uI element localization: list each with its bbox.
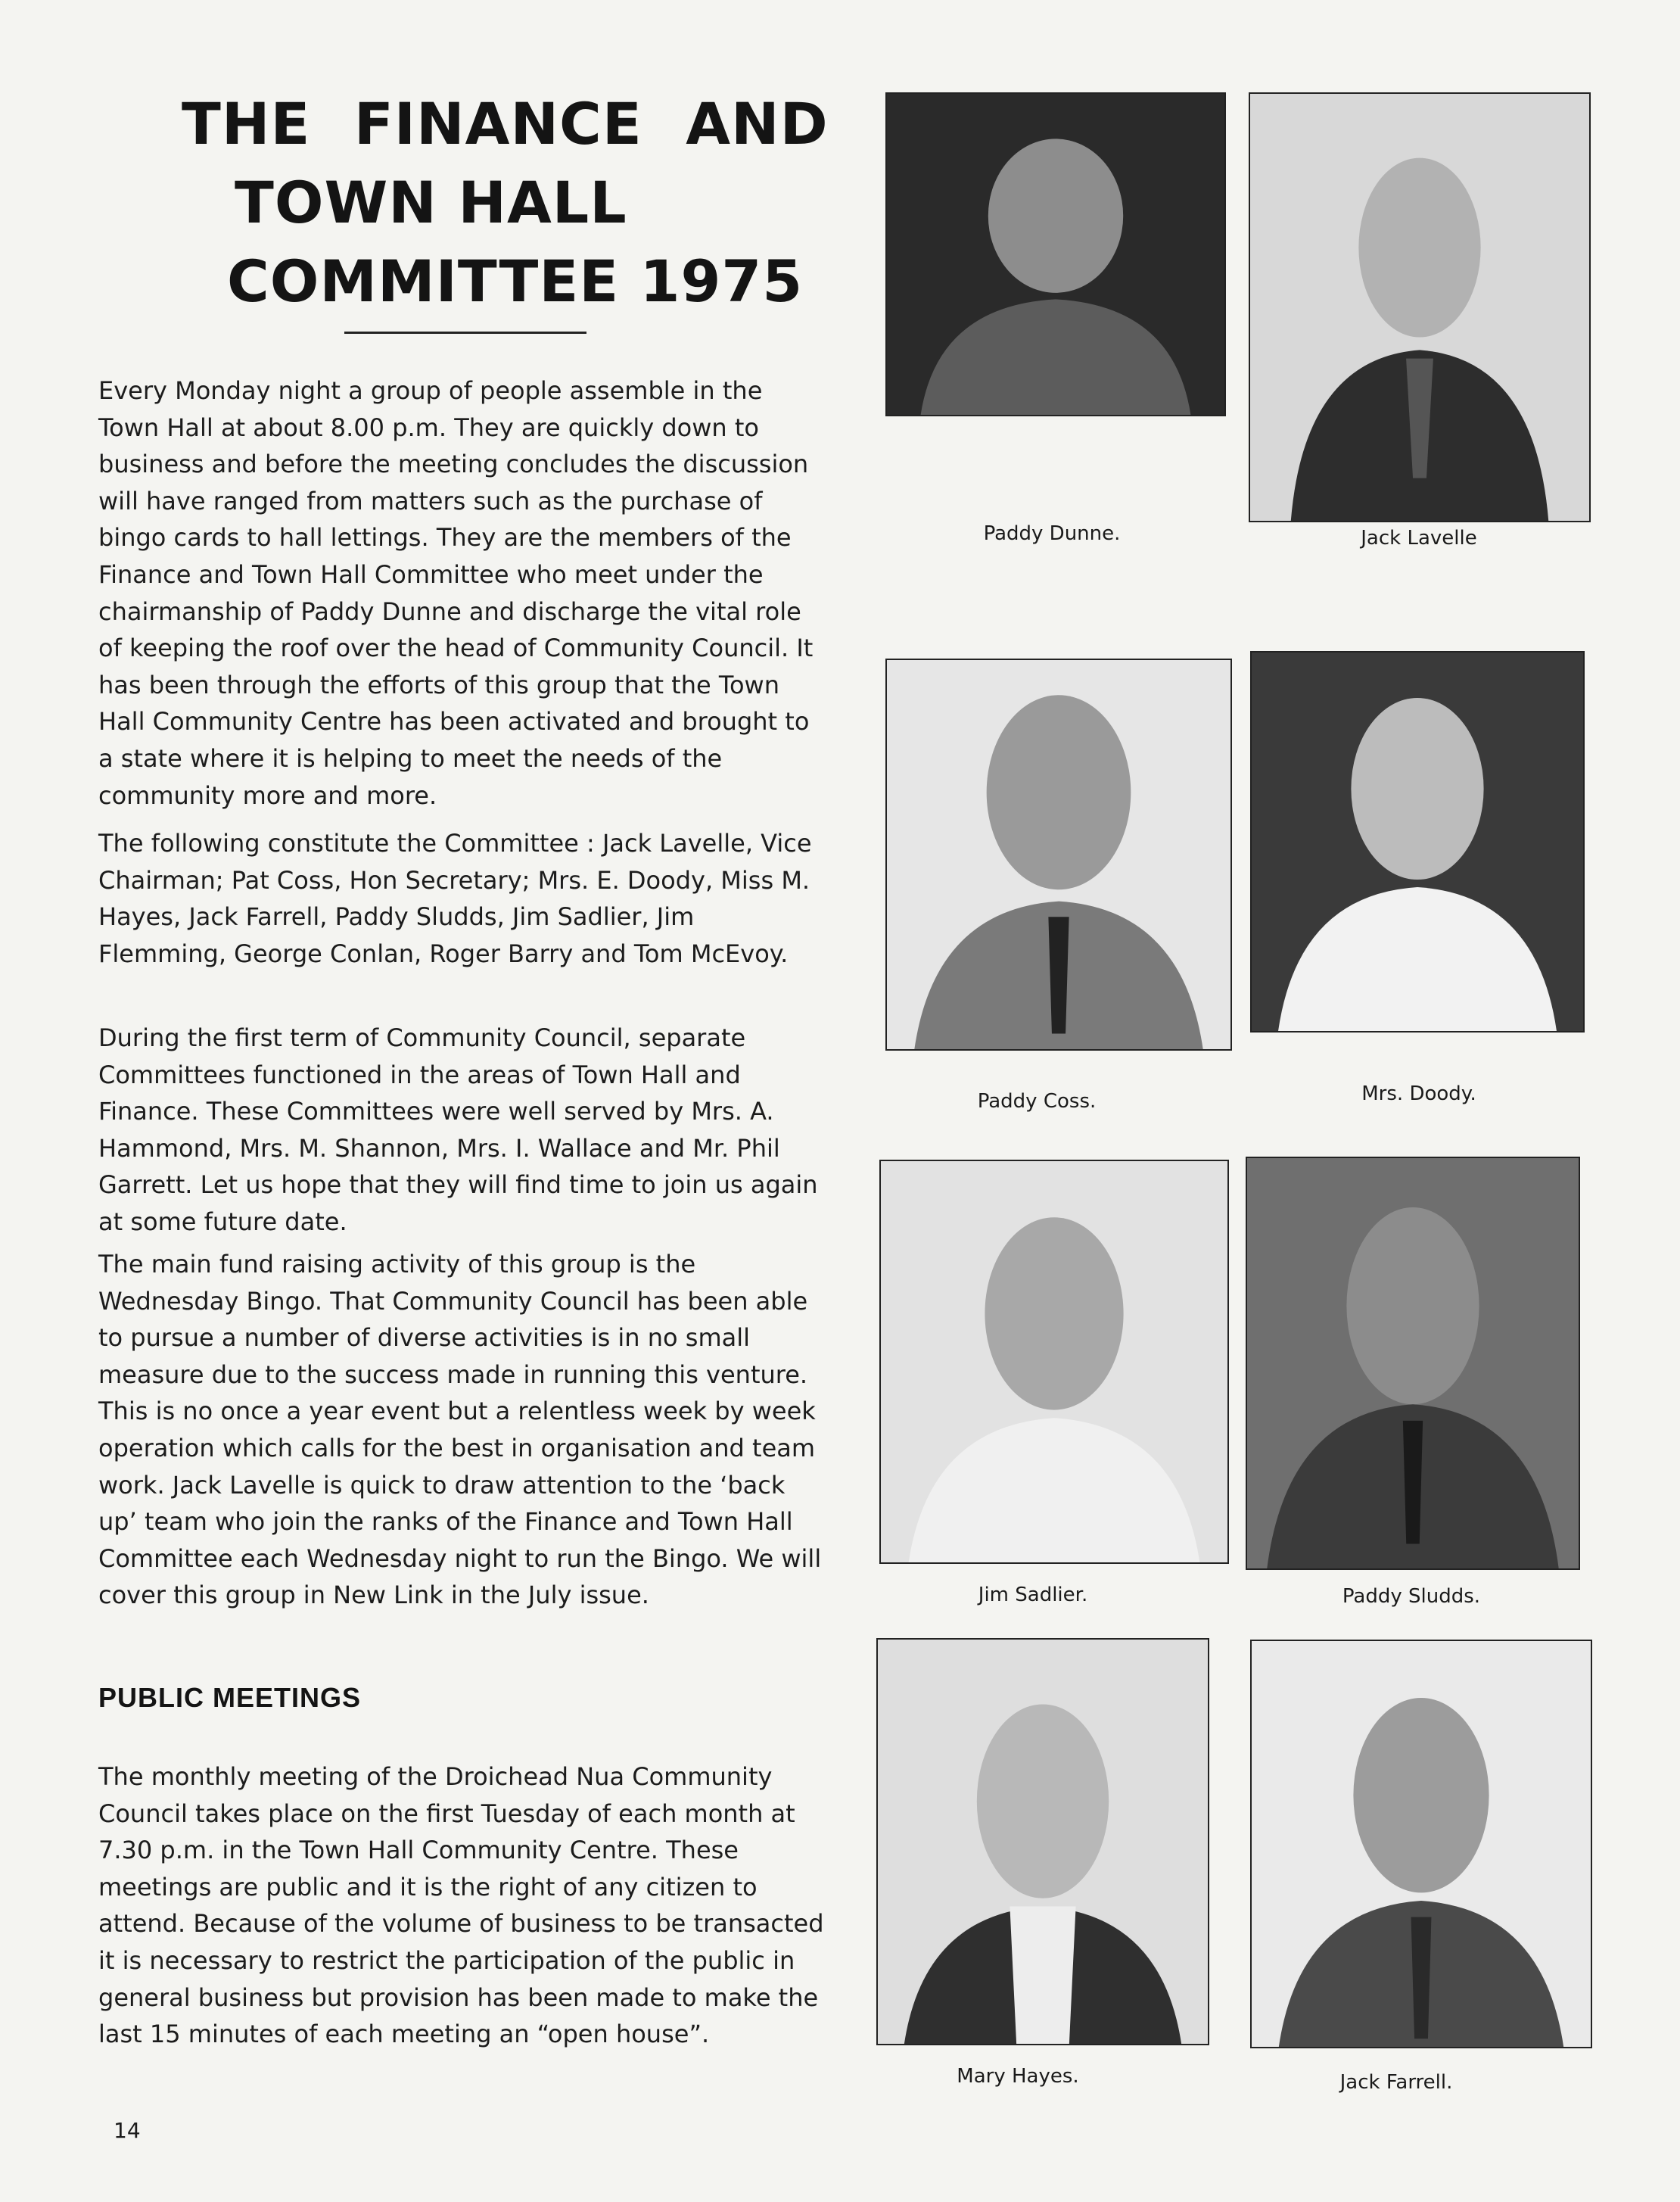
title-line-2: TOWN HALL (235, 169, 627, 236)
portrait-photo (1250, 1640, 1592, 2048)
photo-caption: Jim Sadlier. (978, 1584, 1088, 1606)
portrait-photo (1246, 1157, 1580, 1570)
portrait-photo (879, 1160, 1229, 1564)
portrait-photo (876, 1638, 1209, 2045)
public-meetings-text: The monthly meeting of the Droichead Nua Community Council takes place on the first Tuesday of each month at 7.30 p.m. in the Town Hall Community Centre. These meetings are public and it is the right of any citizen to attend. Because of the volume of business to be transacted it is necessary to restrict the participation of the public in general business but provision has been made to make the last 15 minutes of each meeting an “open house”. (98, 1762, 824, 2049)
portrait-photo (885, 659, 1232, 1051)
paragraph-bingo: The main fund raising activity of this group is the Wednesday Bingo. That Community Council has been able to pursue a number of diverse activities is in no small measure due to the success made in running this venture. This is no once a year event but a relentless week by week operation which calls for the best in organisation and team work. Jack Lavelle is quick to draw attention to the ‘back up’ team who join the ranks of the Finance and Town Hall Committee each Wednesday night to run the Bingo. We will cover this group in New Link in the July issue. (98, 1250, 822, 1610)
photo-caption: Mary Hayes. (957, 2065, 1079, 2088)
title-line-3: COMMITTEE 1975 (227, 248, 804, 315)
title-line-1: THE FINANCE AND (182, 90, 829, 157)
public-meetings-heading: PUBLIC MEETINGS (98, 1682, 362, 1713)
photo-caption: Mrs. Doody. (1361, 1082, 1476, 1105)
portrait-photo (1249, 92, 1591, 522)
photo-caption: Paddy Dunne. (983, 522, 1121, 545)
paragraph-committee-members: The following constitute the Committee : Jack Lavelle, Vice Chairman; Pat Coss, Hon Secretary; Mrs. E. Doody, Miss M. Hayes, Jack Farrell, Paddy Sludds, Jim Sadlier, Jim Flemming, George Conlan, Roger Barry and Tom McEvoy. (98, 829, 812, 968)
page-number: 14 (114, 2118, 141, 2143)
portrait-photo (1250, 651, 1585, 1032)
title-underline (344, 332, 586, 334)
paragraph-first-term: During the first term of Community Council, separate Committees functioned in the areas of Town Hall and Finance. These Committees were well served by Mrs. A. Hammond, Mrs. M. Shannon, Mrs. I. Wallace and Mr. Phil Garrett. Let us hope that they will find time to join us again at some future date. (98, 1023, 818, 1236)
paragraph-1: Every Monday night a group of people assemble in the Town Hall at about 8.00 p.m. They are quickly down to business and before the meeting concludes the discussion will have ranged from matters such as the purchase of bingo cards to hall lettings. They are the members of the Finance and Town Hall Committee who meet under the chairmanship of Paddy Dunne and discharge the vital role of keeping the roof over the head of Community Council. It has been through the efforts of this group that the Town Hall Community Centre has been activated and brought to a state where it is helping to meet the needs of the community more and more. (98, 376, 814, 810)
portrait-photo (885, 92, 1226, 416)
photo-caption: Paddy Coss. (977, 1090, 1097, 1113)
photo-caption: Jack Lavelle (1361, 527, 1477, 550)
photo-caption: Paddy Sludds. (1342, 1585, 1481, 1608)
photo-caption: Jack Farrell. (1339, 2071, 1453, 2094)
article-title (121, 85, 840, 321)
